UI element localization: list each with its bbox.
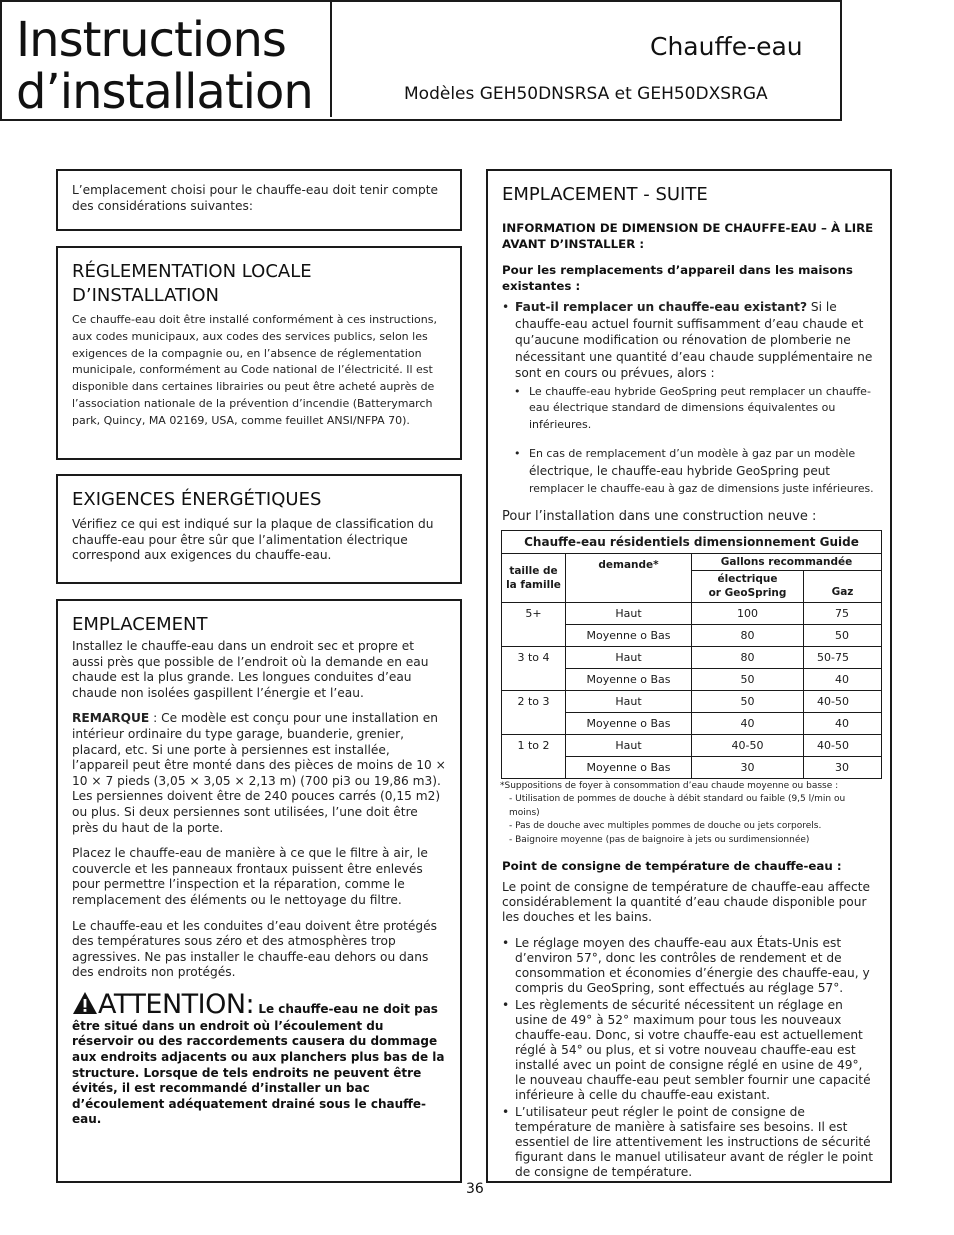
bullet-icon: • <box>514 446 521 460</box>
energy-text: Vérifiez ce qui est indiqué sur la plaque de classification du chauffe-eau pour être sûr que l’alimentation électrique correspond aux exigences du chauffe-eau. <box>72 517 434 563</box>
bullet-icon: • <box>502 935 510 950</box>
regulation-heading-line2: D’INSTALLATION <box>72 285 220 306</box>
cell-electric: 30 <box>692 756 804 778</box>
regulation-heading <box>72 260 446 308</box>
cell-demand: Haut <box>566 602 692 624</box>
col-header-gas: Gaz <box>804 570 882 602</box>
temperature-bullets <box>502 936 876 1180</box>
energy-heading: EXIGENCES ÉNERGÉTIQUES <box>72 489 322 510</box>
location-continued-heading: EMPLACEMENT - SUITE <box>502 184 708 205</box>
cell-electric: 50 <box>692 690 804 712</box>
table-row <box>502 734 882 756</box>
location-paragraph-4: Le chauffe-eau et les conduites d’eau doivent être protégés des températures sous zéro et des atmosphères trop agressives. Ne pas installer le chauffe-eau dehors ou dans des endroits non protégés. <box>72 918 437 980</box>
cell-electric: 80 <box>692 624 804 646</box>
intro-text: L’emplacement choisi pour le chauffe-eau doit tenir compte des considérations suivantes: <box>72 183 439 213</box>
document-title: Chauffe-eau <box>650 32 803 61</box>
cell-family-size: 3 to 4 <box>502 646 566 690</box>
col-header-electric: électrique or GeoSpring <box>692 570 804 602</box>
table-note: - Baignoire moyenne (pas de baignoire à jets ou surdimensionnée) <box>509 834 810 845</box>
cell-electric: 40 <box>692 712 804 734</box>
cell-demand: Moyenne o Bas <box>566 624 692 646</box>
cell-gas: 40-50 <box>804 690 882 712</box>
table-row <box>502 646 882 668</box>
sub-bullet-2-line-b: électrique, le chauffe-eau hybride GeoSpring peut <box>529 463 831 478</box>
temperature-bullet: • Le réglage moyen des chauffe-eau aux États-Unis est d’environ 57°, donc les contrôles de rendement et de consommation et économies d’énergie des chauffe-eau, y compris du GeoSpring, sont effectués au réglage 57°. <box>502 935 870 995</box>
sub-bullet-1 <box>502 384 876 434</box>
table-notes <box>500 780 876 848</box>
main-title-line2: d’installation <box>16 64 313 120</box>
location-section <box>56 599 462 1183</box>
attention-text: Le chauffe-eau ne doit pas être situé dans un endroit où l’écoulement du réservoir ou des raccordements causera du dommage aux endroits adjacents ou aux planchers plus bas de la structure. Lorsque de tels endroits ne peuvent être évités, il est recommandé d’installer un bac d’écoulement adéquatement drainé sous le chauffe-eau. <box>72 1001 445 1127</box>
regulation-section <box>56 246 462 460</box>
cell-gas: 75 <box>804 602 882 624</box>
attention-word: ATTENTION: <box>98 988 255 1020</box>
sub-bullet-2-line-c: remplacer le chauffe-eau à gaz de dimensions juste inférieures. <box>529 482 874 496</box>
temperature-bullet: • L’utilisateur peut régler le point de consigne de température de manière à satisfaire ses besoins. Il est essentiel de lire attentivement les instructions de sécurité figurant dans le manuel utilisateur avant de régler le point de consigne de température. <box>502 1104 874 1179</box>
new-construction-heading: Pour l’installation dans une construction neuve : <box>502 509 817 525</box>
cell-electric: 50 <box>692 668 804 690</box>
table-note: *Suppositions de foyer à consommation d’eau chaude moyenne ou basse : <box>500 780 839 791</box>
cell-family-size: 5+ <box>502 602 566 646</box>
attention-block <box>72 988 446 1128</box>
cell-gas: 50-75 <box>804 646 882 668</box>
bullet-icon: • <box>502 1104 510 1119</box>
cell-gas: 40 <box>804 712 882 734</box>
replace-question: Faut-il remplacer un chauffe-eau existant? <box>515 300 808 314</box>
col-header-demand: demande* <box>566 553 692 602</box>
bullet-icon: • <box>514 384 521 398</box>
model-numbers: Modèles GEH50DNSRSA et GEH50DXSRGA <box>404 84 768 104</box>
cell-gas: 40 <box>804 668 882 690</box>
cell-demand: Haut <box>566 646 692 668</box>
temperature-heading: Point de consigne de température de chauffe-eau : <box>502 859 842 874</box>
energy-section <box>56 474 462 584</box>
table-caption: Chauffe-eau résidentiels dimensionnement Guide <box>502 530 882 553</box>
replace-question-text: Si le chauffe-eau actuel fournit suffisamment d’eau chaude et qu’aucune modification ou rénovation de plomberie ne nécessitant une quantité d’eau chaude supplémentaire ne sont en cours ou prévues, alors : <box>515 300 873 380</box>
sub-bullet-1-text: Le chauffe-eau hybride GeoSpring peut remplacer un chauffe-eau électrique standard de dimensions équivalentes ou inférieures. <box>529 384 871 432</box>
cell-demand: Haut <box>566 690 692 712</box>
cell-electric: 100 <box>692 602 804 624</box>
location-remark <box>72 711 446 836</box>
cell-demand: Moyenne o Bas <box>566 712 692 734</box>
page-number: 36 <box>466 1181 484 1197</box>
cell-demand: Moyenne o Bas <box>566 668 692 690</box>
regulation-text: Ce chauffe-eau doit être installé conformément à ces instructions, aux codes municipaux, aux codes des services publics, selon les exigences de la compagnie ou, en l’absence de réglementation municipale, conformément au Code national de l’électricité. Il est disponible dans certaines librairies ou peut être acheté auprès de l’association nationale de la prévention d’incendie (Batterymarch park, Quincy, MA 02169, USA, comme feuillet ANSI/NFPA 70). <box>72 313 437 427</box>
sub-bullet-2 <box>502 446 876 498</box>
bullet-icon: • <box>502 997 510 1012</box>
warning-triangle-icon <box>72 991 98 1015</box>
table-note: - Pas de douche avec multiples pommes de douche ou jets corporels. <box>509 821 822 832</box>
table-note: - Utilisation de pommes de douche à débit standard ou faible (9,5 l/min ou moins) <box>509 794 846 818</box>
intro-box <box>56 169 462 231</box>
replace-bullet <box>502 299 876 382</box>
sub-bullet-2-line-a: En cas de remplacement d’un modèle à gaz par un modèle <box>529 446 856 460</box>
sizing-guide-table <box>501 530 882 779</box>
cell-electric: 80 <box>692 646 804 668</box>
location-paragraph-3: Placez le chauffe-eau de manière à ce que le filtre à air, le couvercle et les panneaux frontaux puissent être enlevés pour permettre l’inspection et la réparation, comme le remplacement des éléments ou le nettoyage du filtre. <box>72 846 428 907</box>
location-continued-section <box>486 169 892 1183</box>
cell-gas: 30 <box>804 756 882 778</box>
cell-gas: 50 <box>804 624 882 646</box>
cell-demand: Moyenne o Bas <box>566 756 692 778</box>
page-header <box>0 0 842 121</box>
main-title <box>16 14 313 118</box>
cell-electric: 40-50 <box>692 734 804 756</box>
table-body <box>502 602 882 778</box>
table-row <box>502 602 882 624</box>
replacement-heading: Pour les remplacements d’appareil dans les maisons existantes : <box>502 263 853 293</box>
remark-label: REMARQUE <box>72 711 150 726</box>
main-title-line1: Instructions <box>16 12 286 68</box>
col-header-family: taille de la famille <box>502 553 566 602</box>
temperature-text: Le point de consigne de température de chauffe-eau affecte considérablement la quantité d’eau chaude disponible pour les douches et les bains. <box>502 879 870 924</box>
dimension-info-heading: INFORMATION DE DIMENSION DE CHAUFFE-EAU – À LIRE AVANT D’INSTALLER : <box>502 221 874 251</box>
cell-family-size: 1 to 2 <box>502 734 566 778</box>
cell-gas: 40-50 <box>804 734 882 756</box>
header-divider <box>330 0 332 117</box>
temperature-bullet: • Les règlements de sécurité nécessitent un réglage en usine de 49° à 52° maximum pour tous les nouveaux chauffe-eau. Donc, si votre chauffe-eau est actuellement réglé à 54° ou plus, et si votre nouveau chauffe-eau est installé avec un point de consigne réglé en usine de 49°, le nouveau chauffe-eau peut sembler fournir une capacité inférieure à celle du chauffe-eau existant. <box>502 997 871 1102</box>
regulation-heading-line1: RÉGLEMENTATION LOCALE <box>72 261 312 282</box>
location-heading: EMPLACEMENT <box>72 614 208 635</box>
bullet-icon: • <box>502 300 510 314</box>
cell-demand: Haut <box>566 734 692 756</box>
cell-family-size: 2 to 3 <box>502 690 566 734</box>
remark-text: : Ce modèle est conçu pour une installation en intérieur ordinaire du type garage, buanderie, grenier, placard, etc. Si une porte à persiennes est installée, l’appareil peut être monté dans des pièces de moins de 10 × 10 × 7 pieds (3,05 × 3,05 × 2,13 m) (700 pi3 ou 19,86 m3). Les persiennes doivent être de 240 pouces carrés (0,15 m2) ou plus. Si deux persiennes sont utilisées, l’une doit être près du haut de la porte. <box>72 711 446 835</box>
location-paragraph-1: Installez le chauffe-eau dans un endroit sec et propre et aussi près que possible de l’endroit où la demande en eau chaude est la plus grande. Les longues conduites d’eau chaude non isolées gaspillent l’énergie et l’eau. <box>72 639 429 700</box>
col-header-gallons: Gallons recommandée <box>692 553 882 570</box>
table-row <box>502 690 882 712</box>
